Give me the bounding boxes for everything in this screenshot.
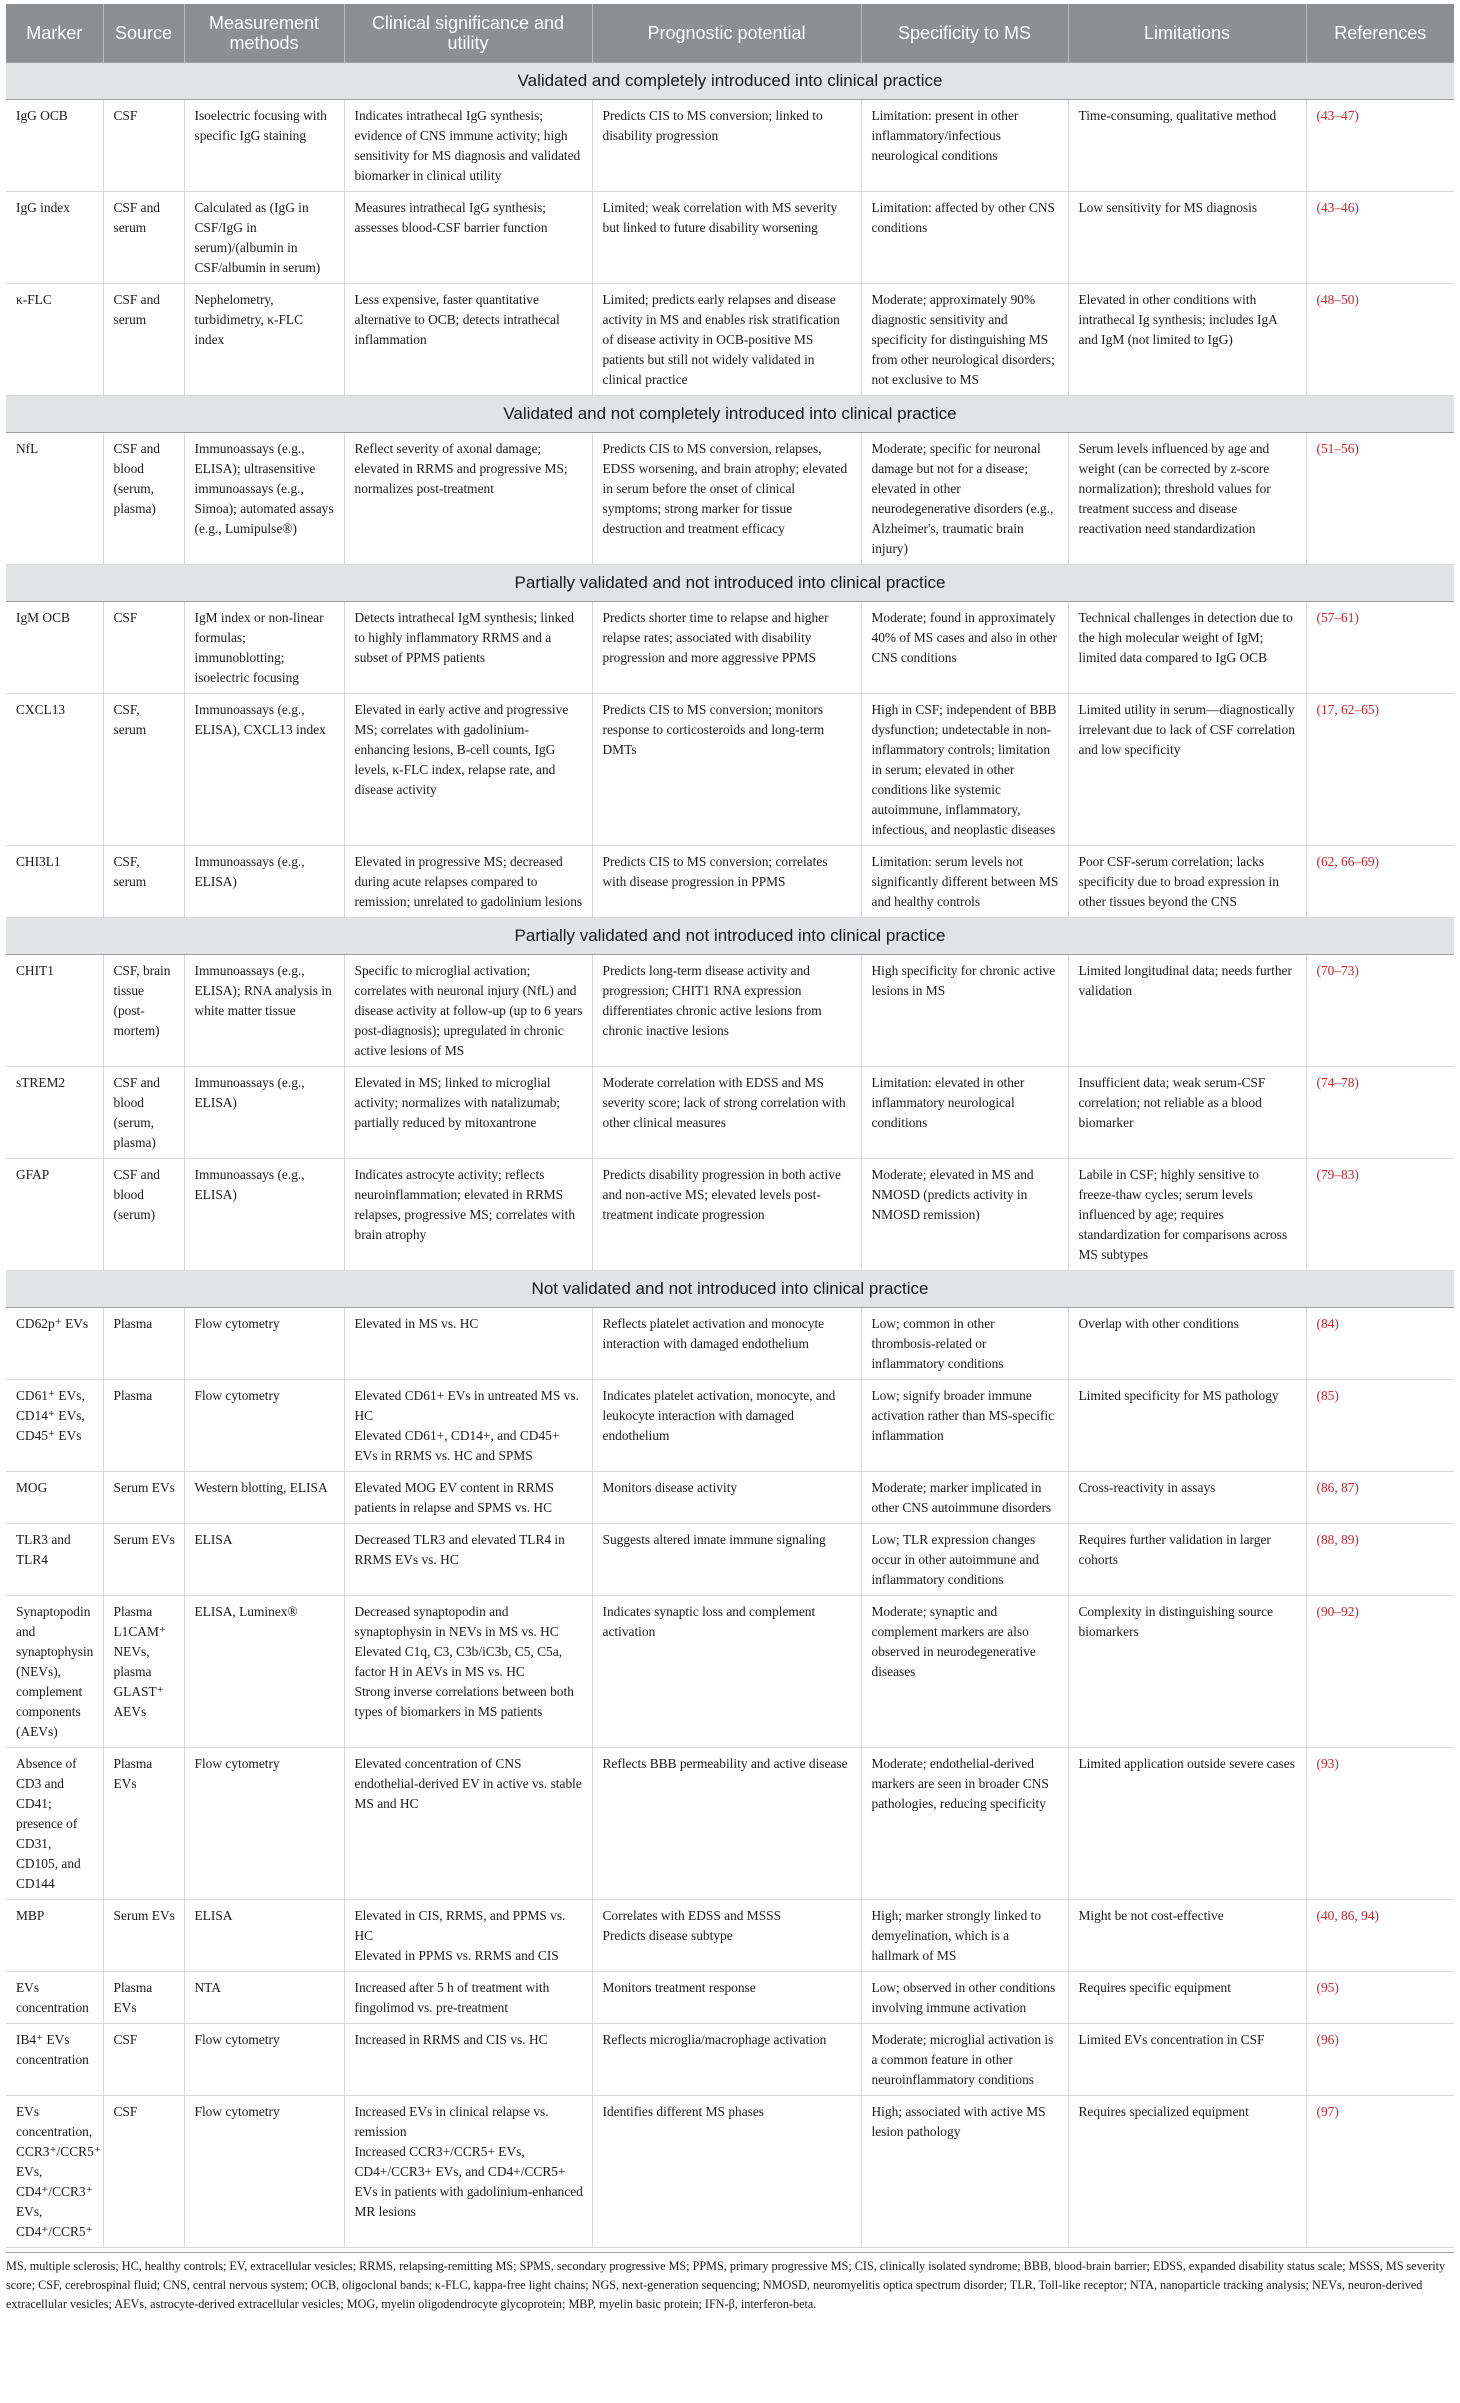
limitations-cell: Technical challenges in detection due to the high molecular weight of IgM; limited data compared to IgG OCB [1068,602,1306,694]
cell-line: Decreased synaptopodin and synaptophysin in NEVs in MS vs. HC [354,1604,559,1639]
marker-cell: GFAP [6,1159,103,1271]
header-marker: Marker [6,4,103,63]
limitations-cell: Requires specific equipment [1068,1972,1306,2024]
cell-line: Elevated C1q, C3, C3b/iC3b, C5, C5a, factor H in AEVs in MS vs. HC [354,1644,563,1679]
specificity-cell: Low; signify broader immune activation rather than MS-specific inflammation [861,1380,1068,1472]
marker-cell: EVs concentration, CCR3⁺/CCR5⁺ EVs, CD4⁺/CCR3⁺ EVs, CD4⁺/CCR5⁺ [6,2096,103,2248]
references-cell [1306,1472,1454,1524]
source-cell: CSF, brain tissue (post-mortem) [103,955,184,1067]
methods-cell: ELISA [184,1524,344,1596]
abbreviations-footnote: MS, multiple sclerosis; HC, healthy controls; EV, extracellular vesicles; RRMS, relapsing-remitting MS; SPMS, secondary progressive MS; PPMS, primary progressive MS; CIS, clinically isolated syndrome; BBB, blood-brain barrier; EDSS, expanded disability status scale; MSSS, MS severity score; CSF, cerebrospinal fluid; CNS, central nervous system; OCB, oligoclonal bands; κ-FLC, kappa-free light chains; NGS, next-generation sequencing; NMOSD, neuromyelitis optica spectrum disorder; TLR, Toll-like receptor; NTA, nanoparticle tracking analysis; NEVs, neuron-derived extracellular vesicles; AEVs, astrocyte-derived extracellular vesicles; MOG, myelin oligodendrocyte glycoprotein; MBP, myelin basic protein; IFN-β, interferon-beta. [6,2252,1454,2314]
clinical-significance-cell: Indicates intrathecal IgG synthesis; evidence of CNS immune activity; high sensitivity for MS diagnosis and validated biomarker in clinical utility [344,100,592,192]
clinical-significance-cell: Elevated MOG EV content in RRMS patients in relapse and SPMS vs. HC [344,1472,592,1524]
cell-line: Elevated CD61+, CD14+, and CD45+ EVs in RRMS vs. HC and SPMS [354,1428,560,1463]
table-row [6,284,1454,396]
references-cell [1306,1748,1454,1900]
prognostic-potential-cell: Predicts long-term disease activity and progression; CHIT1 RNA expression differentiates chronic active lesions from chronic inactive lesions [592,955,861,1067]
reference-link[interactable]: (43–47) [1316,108,1359,123]
clinical-significance-cell: Elevated concentration of CNS endothelial-derived EV in active vs. stable MS and HC [344,1748,592,1900]
table-row [6,1748,1454,1900]
prognostic-potential-cell: Limited; weak correlation with MS severity but linked to future disability worsening [592,192,861,284]
reference-link[interactable]: (93) [1316,1756,1339,1771]
references-cell [1306,1524,1454,1596]
section-header-row [6,918,1454,955]
table-row [6,1380,1454,1472]
references-cell [1306,192,1454,284]
prognostic-potential-cell: Indicates synaptic loss and complement activation [592,1596,861,1748]
table-body [6,63,1454,2248]
marker-cell: Absence of CD3 and CD41; presence of CD31, CD105, and CD144 [6,1748,103,1900]
marker-cell: MOG [6,1472,103,1524]
limitations-cell: Cross-reactivity in assays [1068,1472,1306,1524]
references-cell [1306,1159,1454,1271]
reference-link[interactable]: (48–50) [1316,292,1359,307]
marker-cell: NfL [6,433,103,565]
prognostic-potential-cell: Predicts CIS to MS conversion; linked to disability progression [592,100,861,192]
prognostic-potential-cell: Predicts CIS to MS conversion, relapses, EDSS worsening, and brain atrophy; elevated in serum before the onset of clinical symptoms; strong marker for tissue destruction and treatment efficacy [592,433,861,565]
header-prognostic-potential: Prognostic potential [592,4,861,63]
source-cell: CSF [103,100,184,192]
marker-cell: IgG OCB [6,100,103,192]
references-cell [1306,694,1454,846]
marker-cell: MBP [6,1900,103,1972]
methods-cell: Immunoassays (e.g., ELISA), CXCL13 index [184,694,344,846]
specificity-cell: Moderate; endothelial-derived markers are seen in broader CNS pathologies, reducing specificity [861,1748,1068,1900]
source-cell: CSF, serum [103,694,184,846]
specificity-cell: Moderate; specific for neuronal damage but not for a disease; elevated in other neurodegenerative disorders (e.g., Alzheimer's, traumatic brain injury) [861,433,1068,565]
clinical-significance-cell [344,2096,592,2248]
limitations-cell: Time-consuming, qualitative method [1068,100,1306,192]
source-cell: Plasma EVs [103,1972,184,2024]
source-cell: Plasma EVs [103,1748,184,1900]
header-specificity: Specificity to MS [861,4,1068,63]
prognostic-potential-cell [592,1900,861,1972]
methods-cell: Flow cytometry [184,2096,344,2248]
methods-cell: ELISA, Luminex® [184,1596,344,1748]
prognostic-potential-cell: Predicts shorter time to relapse and higher relapse rates; associated with disability progression and more aggressive PPMS [592,602,861,694]
source-cell: CSF and serum [103,192,184,284]
source-cell: CSF [103,602,184,694]
reference-link[interactable]: (17, 62–65) [1316,702,1379,717]
table-row [6,1308,1454,1380]
cell-line: Elevated in PPMS vs. RRMS and CIS [354,1948,559,1963]
specificity-cell: Moderate; marker implicated in other CNS autoimmune disorders [861,1472,1068,1524]
section-title: Not validated and not introduced into clinical practice [6,1271,1454,1308]
methods-cell: Immunoassays (e.g., ELISA) [184,1159,344,1271]
prognostic-potential-cell: Limited; predicts early relapses and disease activity in MS and enables risk stratification of disease activity in OCB-positive MS patients but still not widely validated in clinical practice [592,284,861,396]
reference-link[interactable]: (51–56) [1316,441,1359,456]
prognostic-potential-cell: Monitors disease activity [592,1472,861,1524]
reference-link[interactable]: (84) [1316,1316,1339,1331]
clinical-significance-cell: Decreased TLR3 and elevated TLR4 in RRMS EVs vs. HC [344,1524,592,1596]
clinical-significance-cell: Specific to microglial activation; correlates with neuronal injury (NfL) and disease activity at follow-up (up to 6 years post-diagnosis); upregulated in chronic active lesions of MS [344,955,592,1067]
limitations-cell: Overlap with other conditions [1068,1308,1306,1380]
section-header-row [6,1271,1454,1308]
methods-cell: IgM index or non-linear formulas; immunoblotting; isoelectric focusing [184,602,344,694]
specificity-cell: Moderate; synaptic and complement markers are also observed in neurodegenerative diseases [861,1596,1068,1748]
clinical-significance-cell: Elevated in MS vs. HC [344,1308,592,1380]
section-header-row [6,565,1454,602]
specificity-cell: Limitation: present in other inflammatory/infectious neurological conditions [861,100,1068,192]
prognostic-potential-cell: Monitors treatment response [592,1972,861,2024]
marker-cell: sTREM2 [6,1067,103,1159]
table-row [6,846,1454,918]
clinical-significance-cell: Increased in RRMS and CIS vs. HC [344,2024,592,2096]
limitations-cell: Serum levels influenced by age and weight (can be corrected by z-score normalization); threshold values for treatment success and disease reactivation need standardization [1068,433,1306,565]
table-row [6,1524,1454,1596]
prognostic-potential-cell: Suggests altered innate immune signaling [592,1524,861,1596]
specificity-cell: Limitation: affected by other CNS conditions [861,192,1068,284]
limitations-cell: Labile in CSF; highly sensitive to freeze-thaw cycles; serum levels influenced by age; requires standardization for comparisons across MS subtypes [1068,1159,1306,1271]
clinical-significance-cell: Elevated in early active and progressive MS; correlates with gadolinium-enhancing lesions, B-cell counts, IgG levels, κ-FLC index, relapse rate, and disease activity [344,694,592,846]
clinical-significance-cell: Indicates astrocyte activity; reflects neuroinflammation; elevated in RRMS relapses, progressive MS; correlates with brain atrophy [344,1159,592,1271]
clinical-significance-cell: Increased after 5 h of treatment with fingolimod vs. pre-treatment [344,1972,592,2024]
source-cell: CSF, serum [103,846,184,918]
biomarker-table-page [6,4,1454,2314]
source-cell: CSF and blood (serum) [103,1159,184,1271]
references-cell [1306,846,1454,918]
references-cell [1306,1900,1454,1972]
marker-cell: Synaptopodin and synaptophysin (NEVs), complement components (AEVs) [6,1596,103,1748]
marker-cell: κ-FLC [6,284,103,396]
header-limitations: Limitations [1068,4,1306,63]
methods-cell: Immunoassays (e.g., ELISA) [184,1067,344,1159]
cell-line: Strong inverse correlations between both types of biomarkers in MS patients [354,1684,574,1719]
references-cell [1306,2096,1454,2248]
clinical-significance-cell: Detects intrathecal IgM synthesis; linked to highly inflammatory RRMS and a subset of PPMS patients [344,602,592,694]
section-header-row [6,396,1454,433]
methods-cell: Immunoassays (e.g., ELISA); ultrasensitive immunoassays (e.g., Simoa); automated assays (e.g., Lumipulse®) [184,433,344,565]
marker-cell: IgG index [6,192,103,284]
cell-line: Correlates with EDSS and MSSS [602,1908,782,1923]
table-row [6,1900,1454,1972]
reference-link[interactable]: (57–61) [1316,610,1359,625]
methods-cell: Immunoassays (e.g., ELISA) [184,846,344,918]
table-header-row [6,4,1454,63]
methods-cell: Flow cytometry [184,1748,344,1900]
reference-link[interactable]: (85) [1316,1388,1339,1403]
reference-link[interactable]: (43–46) [1316,200,1359,215]
references-cell [1306,1308,1454,1380]
section-title: Validated and completely introduced into clinical practice [6,63,1454,100]
reference-link[interactable]: (90–92) [1316,1604,1359,1619]
specificity-cell: High; marker strongly linked to demyelination, which is a hallmark of MS [861,1900,1068,1972]
reference-link[interactable]: (40, 86, 94) [1316,1908,1379,1923]
header-source: Source [103,4,184,63]
marker-cell: IgM OCB [6,602,103,694]
cell-line: Elevated CD61+ EVs in untreated MS vs. HC [354,1388,579,1423]
marker-cell: CD61⁺ EVs, CD14⁺ EVs, CD45⁺ EVs [6,1380,103,1472]
limitations-cell: Low sensitivity for MS diagnosis [1068,192,1306,284]
table-row [6,1596,1454,1748]
reference-link[interactable]: (88, 89) [1316,1532,1359,1547]
source-cell: Serum EVs [103,1524,184,1596]
references-cell [1306,2024,1454,2096]
references-cell [1306,284,1454,396]
references-cell [1306,955,1454,1067]
references-cell [1306,433,1454,565]
reference-link[interactable]: (97) [1316,2104,1339,2119]
references-cell [1306,1596,1454,1748]
limitations-cell: Poor CSF-serum correlation; lacks specificity due to broad expression in other tissues beyond the CNS [1068,846,1306,918]
source-cell: CSF [103,2096,184,2248]
specificity-cell: High in CSF; independent of BBB dysfunction; undetectable in non-inflammatory controls; limitation in serum; elevated in other conditions like systemic autoimmune, inflammatory, infectious, and neoplastic diseases [861,694,1068,846]
limitations-cell: Requires further validation in larger cohorts [1068,1524,1306,1596]
reference-link[interactable]: (70–73) [1316,963,1359,978]
section-title: Partially validated and not introduced into clinical practice [6,565,1454,602]
marker-cell: TLR3 and TLR4 [6,1524,103,1596]
section-header-row [6,63,1454,100]
limitations-cell: Limited utility in serum—diagnostically irrelevant due to lack of CSF correlation and low specificity [1068,694,1306,846]
cell-line: Predicts disease subtype [602,1928,733,1943]
source-cell: CSF [103,2024,184,2096]
limitations-cell: Elevated in other conditions with intrathecal Ig synthesis; includes IgA and IgM (not limited to IgG) [1068,284,1306,396]
biomarker-table [6,4,1454,2248]
clinical-significance-cell: Less expensive, faster quantitative alternative to OCB; detects intrathecal inflammation [344,284,592,396]
source-cell: Plasma [103,1380,184,1472]
specificity-cell: Limitation: elevated in other inflammatory neurological conditions [861,1067,1068,1159]
marker-cell: CHI3L1 [6,846,103,918]
reference-link[interactable]: (62, 66–69) [1316,854,1379,869]
references-cell [1306,1067,1454,1159]
reference-link[interactable]: (96) [1316,2032,1339,2047]
prognostic-potential-cell: Predicts disability progression in both active and non-active MS; elevated levels post-treatment indicate progression [592,1159,861,1271]
methods-cell: ELISA [184,1900,344,1972]
limitations-cell: Limited EVs concentration in CSF [1068,2024,1306,2096]
table-row [6,192,1454,284]
reference-link[interactable]: (74–78) [1316,1075,1359,1090]
cell-line: Increased CCR3+/CCR5+ EVs, CD4+/CCR3+ EVs, and CD4+/CCR5+ EVs in patients with gadolinium-enhanced MR lesions [354,2144,583,2219]
clinical-significance-cell [344,1900,592,1972]
reference-link[interactable]: (79–83) [1316,1167,1359,1182]
limitations-cell: Limited longitudinal data; needs further validation [1068,955,1306,1067]
clinical-significance-cell: Reflect severity of axonal damage; elevated in RRMS and progressive MS; normalizes post-treatment [344,433,592,565]
source-cell: Plasma [103,1308,184,1380]
limitations-cell: Limited specificity for MS pathology [1068,1380,1306,1472]
limitations-cell: Requires specialized equipment [1068,2096,1306,2248]
prognostic-potential-cell: Moderate correlation with EDSS and MS severity score; lack of strong correlation with other clinical measures [592,1067,861,1159]
source-cell: CSF and blood (serum, plasma) [103,1067,184,1159]
table-row [6,1159,1454,1271]
prognostic-potential-cell: Reflects platelet activation and monocyte interaction with damaged endothelium [592,1308,861,1380]
table-row [6,433,1454,565]
specificity-cell: Moderate; found in approximately 40% of MS cases and also in other CNS conditions [861,602,1068,694]
methods-cell: Nephelometry, turbidimetry, κ-FLC index [184,284,344,396]
methods-cell: Flow cytometry [184,1380,344,1472]
marker-cell: IB4⁺ EVs concentration [6,2024,103,2096]
source-cell: CSF and serum [103,284,184,396]
specificity-cell: Low; TLR expression changes occur in other autoimmune and inflammatory conditions [861,1524,1068,1596]
specificity-cell: Limitation: serum levels not significantly different between MS and healthy controls [861,846,1068,918]
section-title: Validated and not completely introduced into clinical practice [6,396,1454,433]
marker-cell: CXCL13 [6,694,103,846]
prognostic-potential-cell: Predicts CIS to MS conversion; correlates with disease progression in PPMS [592,846,861,918]
methods-cell: Isoelectric focusing with specific IgG staining [184,100,344,192]
header-references: References [1306,4,1454,63]
table-row [6,602,1454,694]
methods-cell: Flow cytometry [184,2024,344,2096]
source-cell: Serum EVs [103,1900,184,1972]
table-row [6,2024,1454,2096]
references-cell [1306,100,1454,192]
prognostic-potential-cell: Indicates platelet activation, monocyte, and leukocyte interaction with damaged endothelium [592,1380,861,1472]
methods-cell: NTA [184,1972,344,2024]
source-cell: Plasma L1CAM⁺ NEVs, plasma GLAST⁺ AEVs [103,1596,184,1748]
specificity-cell: Low; common in other thrombosis-related or inflammatory conditions [861,1308,1068,1380]
prognostic-potential-cell: Reflects microglia/macrophage activation [592,2024,861,2096]
clinical-significance-cell: Elevated in MS; linked to microglial activity; normalizes with natalizumab; partially reduced by mitoxantrone [344,1067,592,1159]
source-cell: Serum EVs [103,1472,184,1524]
reference-link[interactable]: (86, 87) [1316,1480,1359,1495]
specificity-cell: Moderate; microglial activation is a common feature in other neuroinflammatory conditions [861,2024,1068,2096]
references-cell [1306,602,1454,694]
reference-link[interactable]: (95) [1316,1980,1339,1995]
specificity-cell: High specificity for chronic active lesions in MS [861,955,1068,1067]
table-row [6,2096,1454,2248]
clinical-significance-cell: Elevated in progressive MS; decreased during acute relapses compared to remission; unrelated to gadolinium lesions [344,846,592,918]
specificity-cell: Moderate; elevated in MS and NMOSD (predicts activity in NMOSD remission) [861,1159,1068,1271]
methods-cell: Western blotting, ELISA [184,1472,344,1524]
table-row [6,1972,1454,2024]
methods-cell: Immunoassays (e.g., ELISA); RNA analysis in white matter tissue [184,955,344,1067]
prognostic-potential-cell: Identifies different MS phases [592,2096,861,2248]
cell-line: Increased EVs in clinical relapse vs. remission [354,2104,549,2139]
table-row [6,694,1454,846]
table-row [6,955,1454,1067]
specificity-cell: Moderate; approximately 90% diagnostic sensitivity and specificity for distinguishing MS from other neurological disorders; not exclusive to MS [861,284,1068,396]
specificity-cell: High; associated with active MS lesion pathology [861,2096,1068,2248]
prognostic-potential-cell: Reflects BBB permeability and active disease [592,1748,861,1900]
table-row [6,1067,1454,1159]
methods-cell: Calculated as (IgG in CSF/IgG in serum)/(albumin in CSF/albumin in serum) [184,192,344,284]
marker-cell: CD62p⁺ EVs [6,1308,103,1380]
prognostic-potential-cell: Predicts CIS to MS conversion; monitors response to corticosteroids and long-term DMTs [592,694,861,846]
section-title: Partially validated and not introduced into clinical practice [6,918,1454,955]
limitations-cell: Might be not cost-effective [1068,1900,1306,1972]
references-cell [1306,1972,1454,2024]
table-row [6,100,1454,192]
specificity-cell: Low; observed in other conditions involving immune activation [861,1972,1068,2024]
header-clinical-significance: Clinical significance and utility [344,4,592,63]
marker-cell: CHIT1 [6,955,103,1067]
methods-cell: Flow cytometry [184,1308,344,1380]
limitations-cell: Insufficient data; weak serum-CSF correlation; not reliable as a blood biomarker [1068,1067,1306,1159]
header-measurement-methods: Measurement methods [184,4,344,63]
source-cell: CSF and blood (serum, plasma) [103,433,184,565]
references-cell [1306,1380,1454,1472]
limitations-cell: Complexity in distinguishing source biomarkers [1068,1596,1306,1748]
cell-line: Elevated in CIS, RRMS, and PPMS vs. HC [354,1908,566,1943]
clinical-significance-cell [344,1596,592,1748]
table-row [6,1472,1454,1524]
clinical-significance-cell: Measures intrathecal IgG synthesis; assesses blood-CSF barrier function [344,192,592,284]
clinical-significance-cell [344,1380,592,1472]
marker-cell: EVs concentration [6,1972,103,2024]
limitations-cell: Limited application outside severe cases [1068,1748,1306,1900]
